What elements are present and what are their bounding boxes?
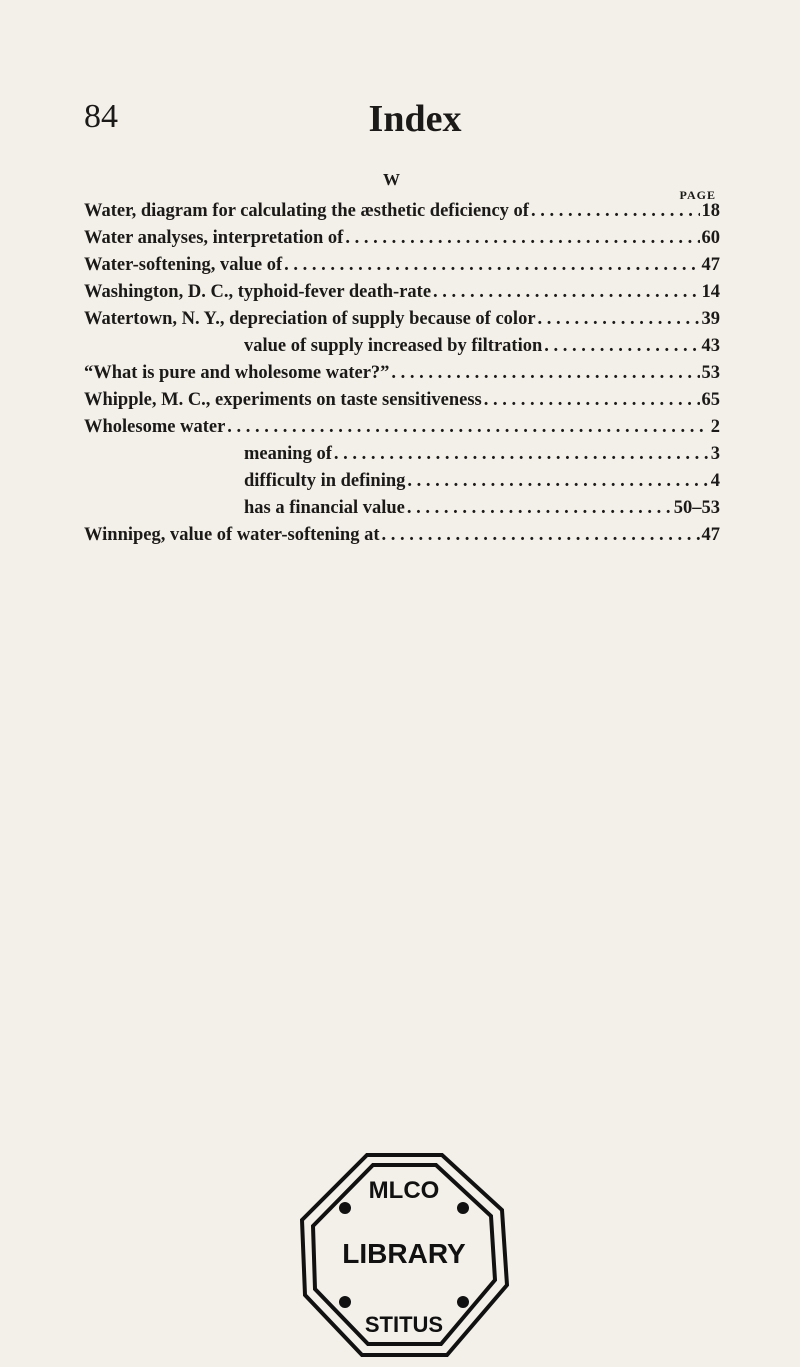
dot-leader <box>544 333 699 360</box>
page-column-label: PAGE <box>679 188 716 202</box>
entry-page: 14 <box>701 282 720 302</box>
entry-page: 60 <box>701 228 720 248</box>
dot-leader <box>407 468 708 495</box>
entry-text: Winnipeg, value of water-softening at <box>84 525 380 545</box>
library-stamp <box>297 1150 512 1360</box>
entry-text: “What is pure and wholesome water?” <box>84 363 390 383</box>
section-letter: W <box>383 170 400 189</box>
page-number: 84 <box>84 98 118 135</box>
stamp-top-text: MLCO <box>368 1177 440 1204</box>
dot-leader <box>345 225 699 252</box>
page-title: Index <box>368 98 462 140</box>
entry-page: 4 <box>710 471 720 491</box>
entry-page: 47 <box>701 255 720 275</box>
index-entry <box>84 225 720 252</box>
entry-text: value of supply increased by filtration <box>244 336 543 356</box>
dot-leader <box>391 360 699 387</box>
entry-page: 43 <box>701 336 720 356</box>
entry-page: 2 <box>710 417 720 437</box>
stamp-bottom-text: STITUS <box>364 1312 444 1337</box>
dot-leader <box>284 252 699 279</box>
entry-text: Water analyses, interpretation of <box>84 228 344 248</box>
index-entry <box>84 414 720 441</box>
index-entry <box>84 252 720 279</box>
dot-leader <box>381 522 699 549</box>
index-entry <box>84 441 720 468</box>
entry-text: Washington, D. C., typhoid-fever death-rate <box>84 282 432 302</box>
entry-page: 65 <box>701 390 720 410</box>
entry-page: 18 <box>701 201 720 221</box>
index-entry <box>84 387 720 414</box>
index-entry <box>84 495 720 522</box>
dot-leader <box>407 495 672 522</box>
index-entries <box>84 198 720 549</box>
dot-leader <box>538 306 700 333</box>
entry-text: Water-softening, value of <box>84 255 283 275</box>
index-entry <box>84 468 720 495</box>
index-entry <box>84 360 720 387</box>
entry-page: 47 <box>701 525 720 545</box>
index-entry <box>84 333 720 360</box>
entry-text: Water, diagram for calculating the æsthetic deficiency of <box>84 201 529 221</box>
entry-page: 3 <box>710 444 720 464</box>
entry-page: 50–53 <box>673 498 720 518</box>
entry-text: difficulty in defining <box>244 471 406 491</box>
index-entry <box>84 279 720 306</box>
entry-page: 53 <box>701 363 720 383</box>
entry-text: has a financial value <box>244 498 405 518</box>
entry-page: 39 <box>701 309 720 329</box>
index-entry <box>84 522 720 549</box>
dot-leader <box>334 441 709 468</box>
stamp-center-text: LIBRARY <box>342 1238 466 1269</box>
entry-text: Whipple, M. C., experiments on taste sensitiveness <box>84 390 482 410</box>
dot-leader <box>433 279 699 306</box>
dot-leader <box>531 198 700 225</box>
entry-text: meaning of <box>244 444 332 464</box>
entry-text: Wholesome water <box>84 417 226 437</box>
dot-leader <box>227 414 708 441</box>
dot-leader <box>484 387 700 414</box>
entry-text: Watertown, N. Y., depreciation of supply because of color <box>84 309 536 329</box>
index-entry <box>84 198 720 225</box>
index-entry <box>84 306 720 333</box>
